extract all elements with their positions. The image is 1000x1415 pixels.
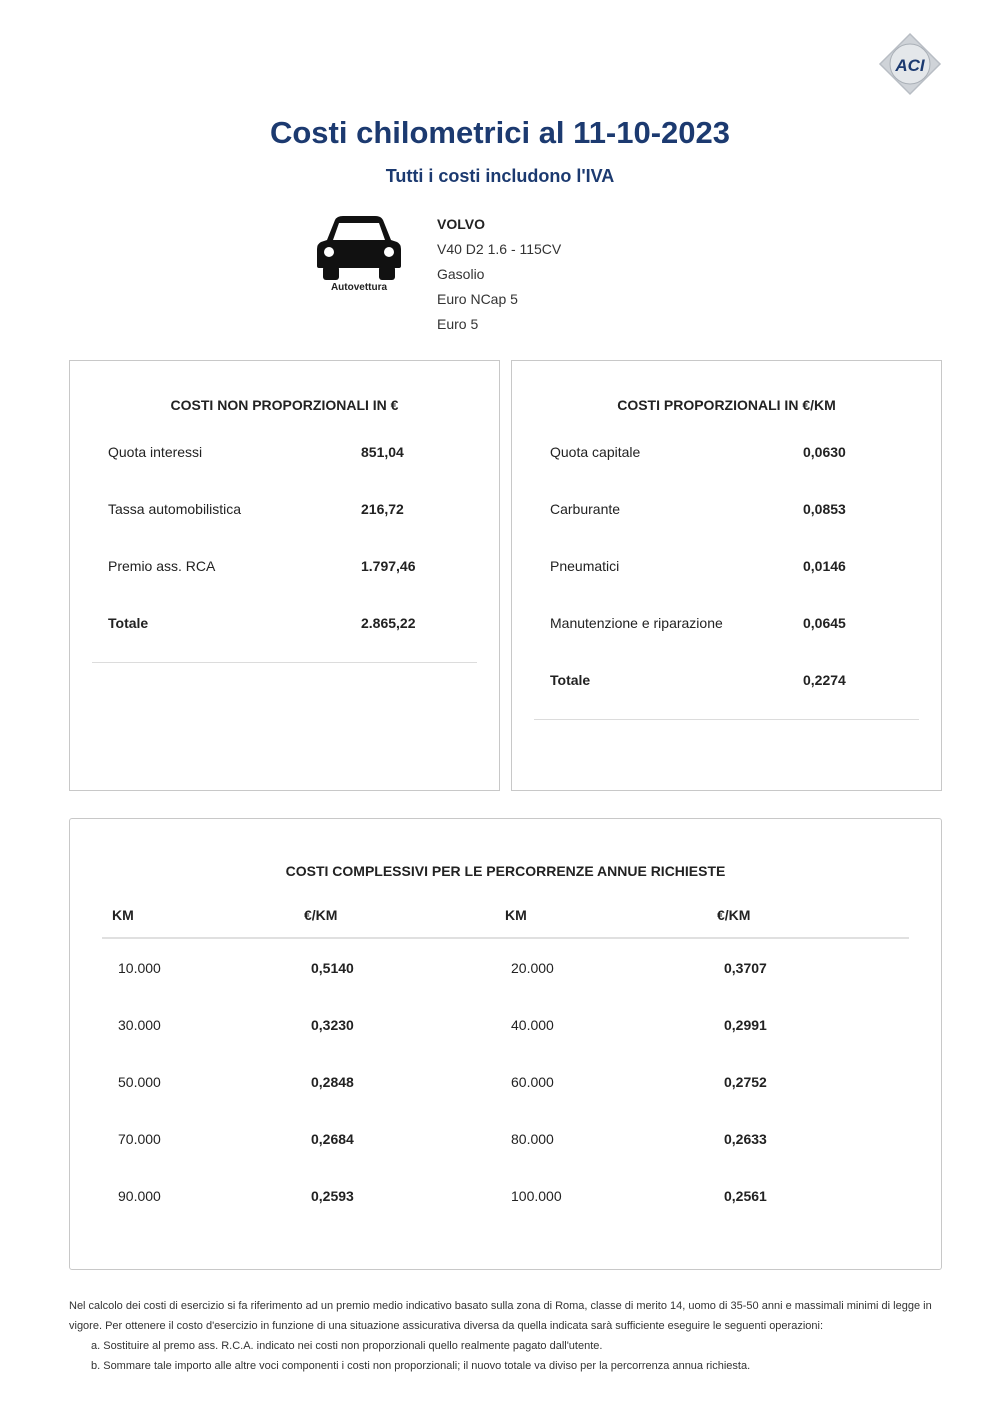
table-body [102,939,909,1224]
km-cell: 80.000 [511,1131,554,1147]
cost-value: 0,0146 [803,558,846,574]
vehicle-brand: VOLVO [437,216,485,232]
vehicle-fuel: Gasolio [437,266,485,282]
divider [92,662,477,663]
cost-list [534,434,919,720]
table-header [102,907,909,939]
cost-value: 216,72 [361,501,404,517]
vehicle-model: V40 D2 1.6 - 115CV [437,241,562,257]
km-cell: 50.000 [118,1074,161,1090]
cost-value: 0,2274 [803,672,846,688]
cost-value: 0,0645 [803,615,846,631]
cost-label: Totale [108,615,149,631]
cost-value: 1.797,46 [361,558,416,574]
km-cell: 90.000 [118,1188,161,1204]
cost-row [534,548,919,605]
cost-label: Pneumatici [550,558,620,574]
km-cell: 20.000 [511,960,554,976]
cost-cell: 0,2991 [724,1017,767,1033]
cost-row-total [92,605,477,662]
non-proportional-costs-card [69,360,500,791]
cost-cell: 0,2561 [724,1188,767,1204]
card-title: COSTI COMPLESSIVI PER LE PERCORRENZE ANNUE RICHIESTE [285,863,726,879]
cost-label: Tassa automobilistica [108,501,242,517]
overall-costs-card [69,818,942,1270]
cost-list [92,434,477,663]
table-row [102,939,909,996]
cost-row [534,434,919,491]
cost-value: 2.865,22 [361,615,416,631]
cost-cell: 0,3230 [311,1017,354,1033]
km-cell: 30.000 [118,1017,161,1033]
page-title: Costi chilometrici al 11-10-2023 [269,115,731,150]
cost-row [534,491,919,548]
cost-label: Totale [550,672,591,688]
cost-row [92,491,477,548]
column-header: KM [505,907,527,923]
proportional-costs-card [511,360,942,791]
vehicle-details [437,212,561,337]
divider [534,719,919,720]
table-row [102,1053,909,1110]
footnote-item: b. Sommare tale importo alle altre voci componenti i costi non proporzionali; il nuovo totale va diviso per la percorrenza annua richiesta. [91,1360,751,1372]
table-row [102,1110,909,1167]
cost-row [534,605,919,662]
cost-label: Carburante [550,501,621,517]
column-header: KM [112,907,134,923]
vehicle-emission-class: Euro 5 [437,316,479,332]
km-cell: 60.000 [511,1074,554,1090]
page-subtitle: Tutti i costi includono l'IVA [385,166,615,186]
column-header: €/KM [717,907,751,923]
column-header: €/KM [304,907,338,923]
cost-label: Quota interessi [108,444,203,460]
cost-cell: 0,2848 [311,1074,354,1090]
km-cell: 100.000 [511,1188,562,1204]
aci-logo [878,32,942,96]
cost-cell: 0,2684 [311,1131,354,1147]
cost-value: 0,0630 [803,444,846,460]
footnotes [69,1296,942,1382]
km-cell: 40.000 [511,1017,554,1033]
footnote-item: a. Sostituire al premo ass. R.C.A. indicato nei costi non proporzionali quello realmente pagato dall'utente. [91,1340,603,1352]
cost-cell: 0,2752 [724,1074,767,1090]
cost-value: 851,04 [361,444,404,460]
cost-row [92,434,477,491]
cost-label: Quota capitale [550,444,641,460]
vehicle-ncap: Euro NCap 5 [437,291,518,307]
cost-value: 0,0853 [803,501,846,517]
card-title: COSTI PROPORZIONALI IN €/KM [617,397,836,413]
cost-label: Manutenzione e riparazione [550,615,723,631]
cost-row-total [534,662,919,719]
vehicle-type-label: Autovettura [330,282,388,293]
table-row [102,996,909,1053]
cost-cell: 0,2633 [724,1131,767,1147]
km-cell: 10.000 [118,960,161,976]
km-cell: 70.000 [118,1131,161,1147]
footnote-intro: Nel calcolo dei costi di esercizio si fa riferimento ad un premio medio indicativo basato sulla zona di Roma, classe di merito 14, uomo di 35-50 anni e massimali minimi di legge in vigore. Per ottenere il costo d'esercizio in funzione di una situazione assicurativa diversa da quella indicata sarà sufficiente eseguire le seguenti operazioni: [69,1300,932,1332]
cost-label: Premio ass. RCA [108,558,216,574]
cost-row [92,548,477,605]
cost-cell: 0,5140 [311,960,354,976]
svg-text:ACI: ACI [895,56,925,75]
cost-cell: 0,2593 [311,1188,354,1204]
cost-cell: 0,3707 [724,960,767,976]
vehicle-type [316,214,402,293]
card-title: COSTI NON PROPORZIONALI IN € [170,397,399,413]
footnote-list [69,1336,942,1376]
car-icon [317,214,401,280]
table-row [102,1167,909,1224]
